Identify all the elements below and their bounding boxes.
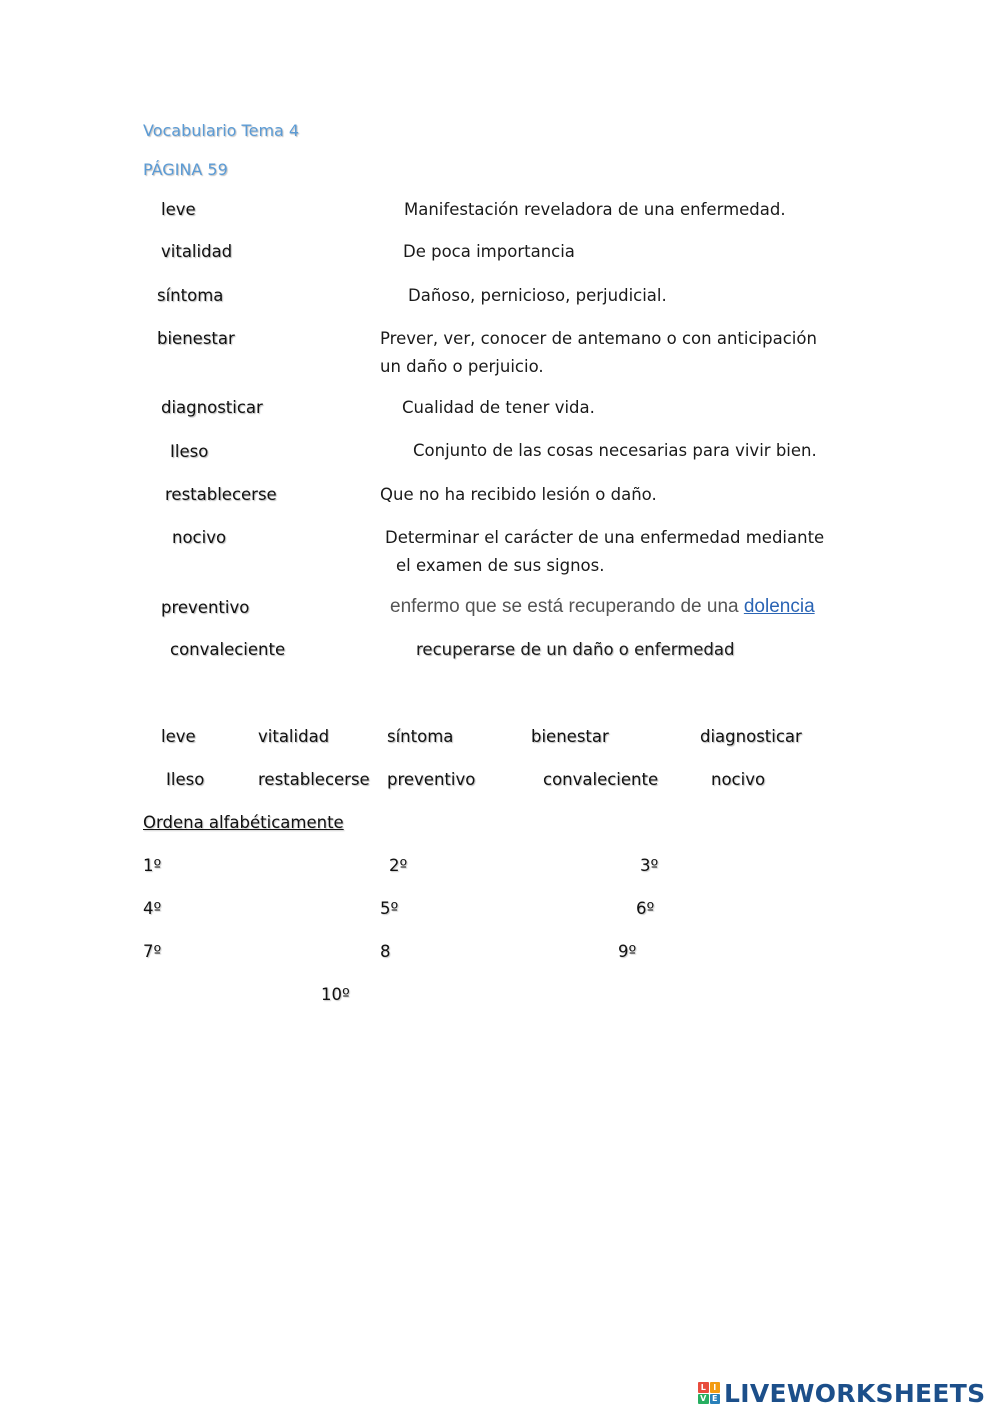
vocab-word: preventivo bbox=[161, 598, 250, 617]
vocab-word: bienestar bbox=[157, 329, 235, 348]
vocab-word: vitalidad bbox=[161, 242, 233, 261]
vocab-word: restablecerse bbox=[165, 485, 277, 504]
answer-slot-4[interactable]: 4º bbox=[143, 899, 162, 918]
word-bank-item: nocivo bbox=[711, 770, 766, 789]
definition: Prever, ver, conocer de antemano o con anticipación bbox=[380, 329, 817, 348]
logo-letter: L bbox=[698, 1382, 709, 1393]
vocab-word: nocivo bbox=[172, 528, 227, 547]
answer-slot-9[interactable]: 9º bbox=[618, 942, 637, 961]
logo-letter: V bbox=[698, 1394, 709, 1405]
definition: Que no ha recibido lesión o daño. bbox=[380, 485, 657, 504]
vocab-word: diagnosticar bbox=[161, 398, 263, 417]
definition: Cualidad de tener vida. bbox=[402, 398, 595, 417]
answer-slot-6[interactable]: 6º bbox=[636, 899, 655, 918]
word-bank-item: convaleciente bbox=[543, 770, 659, 789]
vocab-word: leve bbox=[161, 200, 196, 219]
vocab-word: síntoma bbox=[157, 286, 224, 305]
logo-letter: E bbox=[710, 1394, 721, 1405]
answer-slot-1[interactable]: 1º bbox=[143, 856, 162, 875]
worksheet-title: Vocabulario Tema 4 bbox=[143, 121, 300, 140]
word-bank-item: preventivo bbox=[387, 770, 476, 789]
definition-text: enfermo que se está recuperando de una bbox=[390, 596, 739, 617]
answer-slot-10[interactable]: 10º bbox=[321, 985, 350, 1004]
word-bank-item: Ileso bbox=[166, 770, 205, 789]
definition: De poca importancia bbox=[403, 242, 575, 261]
word-bank-item: vitalidad bbox=[258, 727, 330, 746]
answer-slot-5[interactable]: 5º bbox=[380, 899, 399, 918]
answer-slot-7[interactable]: 7º bbox=[143, 942, 162, 961]
answer-slot-2[interactable]: 2º bbox=[389, 856, 408, 875]
liveworksheets-watermark bbox=[698, 1378, 985, 1408]
definition-continued: el examen de sus signos. bbox=[396, 556, 605, 575]
dolencia-link[interactable]: dolencia bbox=[743, 596, 815, 617]
definition: Dañoso, pernicioso, perjudicial. bbox=[408, 286, 667, 305]
definition: recuperarse de un daño o enfermedad bbox=[416, 640, 735, 659]
answer-slot-3[interactable]: 3º bbox=[640, 856, 659, 875]
definition: Conjunto de las cosas necesarias para vivir bien. bbox=[413, 441, 817, 460]
page-reference: PÁGINA 59 bbox=[143, 160, 228, 179]
liveworksheets-logo-icon bbox=[698, 1382, 720, 1404]
word-bank-item: leve bbox=[161, 727, 196, 746]
word-bank-item: síntoma bbox=[387, 727, 454, 746]
definition: Manifestación reveladora de una enfermedad. bbox=[404, 200, 786, 219]
definition: Determinar el carácter de una enfermedad mediante bbox=[385, 528, 825, 547]
answer-slot-8[interactable]: 8 bbox=[380, 942, 391, 961]
vocab-word: convaleciente bbox=[170, 640, 286, 659]
word-bank-item: diagnosticar bbox=[700, 727, 802, 746]
definition bbox=[390, 596, 815, 618]
logo-letter: I bbox=[710, 1382, 721, 1393]
task-instruction: Ordena alfabéticamente bbox=[143, 813, 344, 832]
word-bank-item: restablecerse bbox=[258, 770, 370, 789]
brand-name: LIVEWORKSHEETS bbox=[724, 1378, 986, 1408]
definition-continued: un daño o perjuicio. bbox=[380, 357, 544, 376]
word-bank-item: bienestar bbox=[531, 727, 609, 746]
vocab-word: Ileso bbox=[170, 442, 209, 461]
